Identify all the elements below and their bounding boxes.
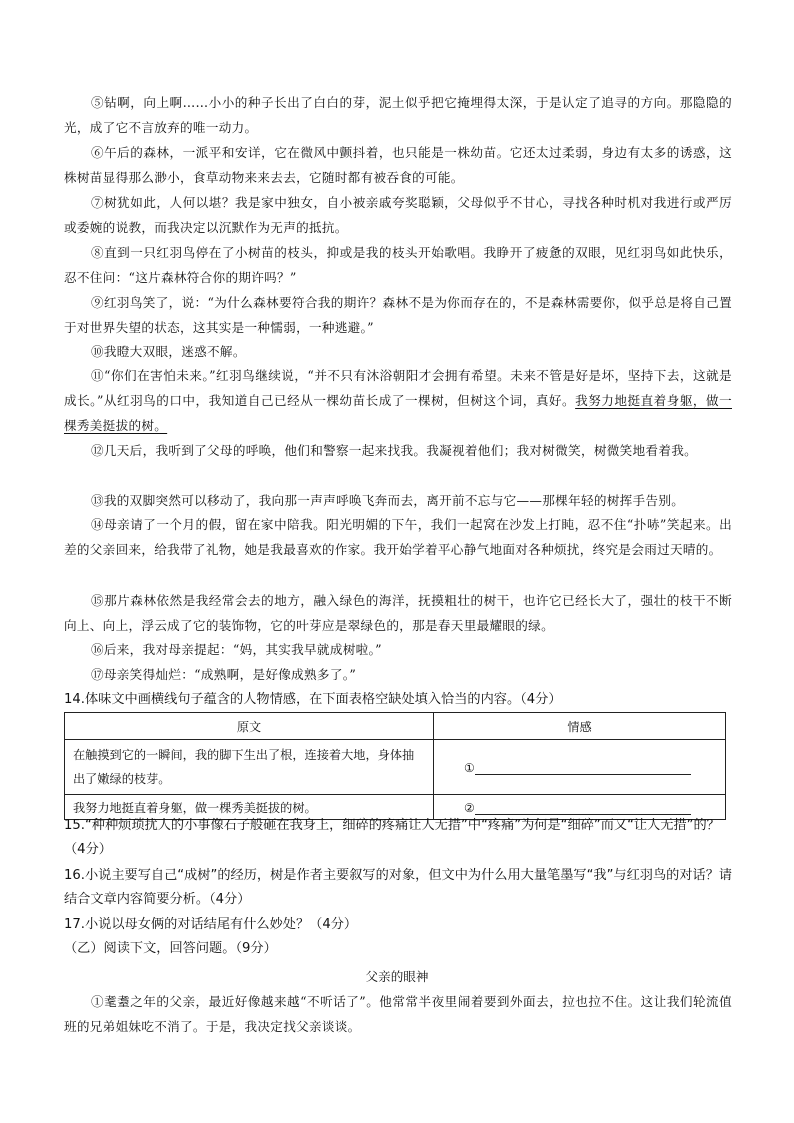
paragraph-8: ⑧直到一只红羽鸟停在了小树苗的枝头，抑或是我的枝头开始歌唱。我睁开了疲惫的双眼，见红羽鸟如此快乐，忍不住问：“这片森林符合你的期许吗？” — [64, 245, 732, 285]
table-header-row — [65, 713, 726, 740]
table-row — [65, 740, 726, 795]
paragraph-7: ⑦树犹如此，人何以堪？我是家中独女，自小被亲戚夸奖聪颖，父母似乎不甘心，寻找各种时机对我进行或严厉或委婉的说教，而我决定以沉默作为无声的抵抗。 — [64, 195, 732, 235]
paragraph-17: ⑰母亲笑得灿烂：“成熟啊，是好像成熟多了。” — [91, 667, 357, 682]
underlined-sentence: 我努力地挺直着身躯，做一棵秀美挺拔的树。 — [64, 393, 732, 433]
paragraph-11-text: ⑪“你们在害怕未来。”红羽鸟继续说，“并不只有沐浴朝阳才会拥有希望。未来不管是好是坏，坚持下去，这就是成长。”从红羽鸟的口中，我知道自己已经从一棵幼苗长成了一棵树，但树这个词，真好。 — [64, 368, 732, 408]
part-2-heading: （乙）阅读下文，回答问题。（9分） — [64, 941, 277, 956]
article-paragraph-1: ①耄耋之年的父亲，最近好像越来越“不听话了”。他常常半夜里闹着要到外面去，拉也拉不住。这让我们轮流值班的兄弟姐妹吃不消了。于是，我决定找父亲谈谈。 — [64, 994, 732, 1034]
paragraph-10: ⑩我瞪大双眼，迷惑不解。 — [91, 344, 246, 359]
question-16: 16.小说主要写自己“成树”的经历，树是作者主要叙写的对象，但文中为什么用大量笔墨写“我”与红羽鸟的对话？请结合文章内容简要分析。（4分） — [64, 868, 733, 907]
question-15: 15.“种种烦琐扰人的小事像石子般砸在我身上，细碎的疼痛让人无措”中“疼痛”为何是“细碎”而又“让人无措”的？（4分） — [64, 818, 720, 857]
paragraph-5: ⑤钻啊，向上啊……小小的种子长出了白白的芽，泥土似乎把它掩埋得太深，于是认定了追寻的方向。那隐隐的光，成了它不言放弃的唯一动力。 — [64, 95, 732, 135]
paragraph-11 — [64, 363, 732, 438]
paragraph-9: ⑨红羽鸟笑了，说：“为什么森林要符合我的期许？森林不是为你而存在的，不是森林需要你，似乎总是将自己置于对世界失望的状态，这其实是一种懦弱，一种逃避。” — [64, 295, 732, 335]
row-2-original: 我努力地挺直着身躯，做一棵秀美挺拔的树。 — [65, 795, 434, 820]
question-17: 17.小说以母女俩的对话结尾有什么妙处？（4分） — [64, 917, 358, 932]
header-original: 原文 — [65, 713, 434, 740]
row-1-original: 在触摸到它的一瞬间，我的脚下生出了根，连接着大地，身体抽出了嫩绿的枝芽。 — [65, 740, 434, 795]
paragraph-12: ⑫几天后，我听到了父母的呼唤，他们和警察一起来找我。我凝视着他们；我对树微笑，树微笑地看着我。 — [91, 443, 698, 458]
paragraph-6: ⑥午后的森林，一派平和安详，它在微风中颤抖着，也只能是一株幼苗。它还太过柔弱，身边有太多的诱惑，这株树苗显得那么渺小，食草动物来来去去，它随时都有被吞食的可能。 — [64, 145, 732, 185]
paragraph-15: ⑮那片森林依然是我经常会去的地方，融入绿色的海洋，抚摸粗壮的树干，也许它已经长大了，强壮的枝干不断向上、向上，浮云成了它的装饰物，它的叶芽应是翠绿色的，那是春天里最耀眼的绿。 — [64, 593, 732, 633]
answer-marker-2: ② — [464, 800, 475, 815]
row-1-answer[interactable] — [434, 740, 726, 795]
answer-blank-1[interactable] — [475, 760, 691, 775]
paragraph-14: ⑭母亲请了一个月的假，留在家中陪我。阳光明媚的下午，我们一起窝在沙发上打盹，忍不住“扑哧”笑起来。出差的父亲回来，给我带了礼物，她是我最喜欢的作家。我开始学着平心静气地面对各种烦扰，终究是会雨过天晴的。 — [64, 517, 732, 557]
emotion-table — [64, 712, 726, 820]
answer-marker-1: ① — [464, 760, 475, 775]
answer-blank-2[interactable] — [475, 800, 691, 815]
paragraph-16: ⑯后来，我对母亲提起：“妈，其实我早就成树啦。” — [91, 642, 382, 657]
paragraph-13: ⑬我的双脚突然可以移动了，我向那一声声呼唤飞奔而去，离开前不忘与它——那棵年轻的树挥手告别。 — [91, 493, 685, 508]
article-title: 父亲的眼神 — [365, 969, 429, 984]
question-14: 14.体味文中画横线句子蕴含的人物情感，在下面表格空缺处填入恰当的内容。（4分） — [64, 692, 562, 707]
header-emotion: 情感 — [434, 713, 726, 740]
